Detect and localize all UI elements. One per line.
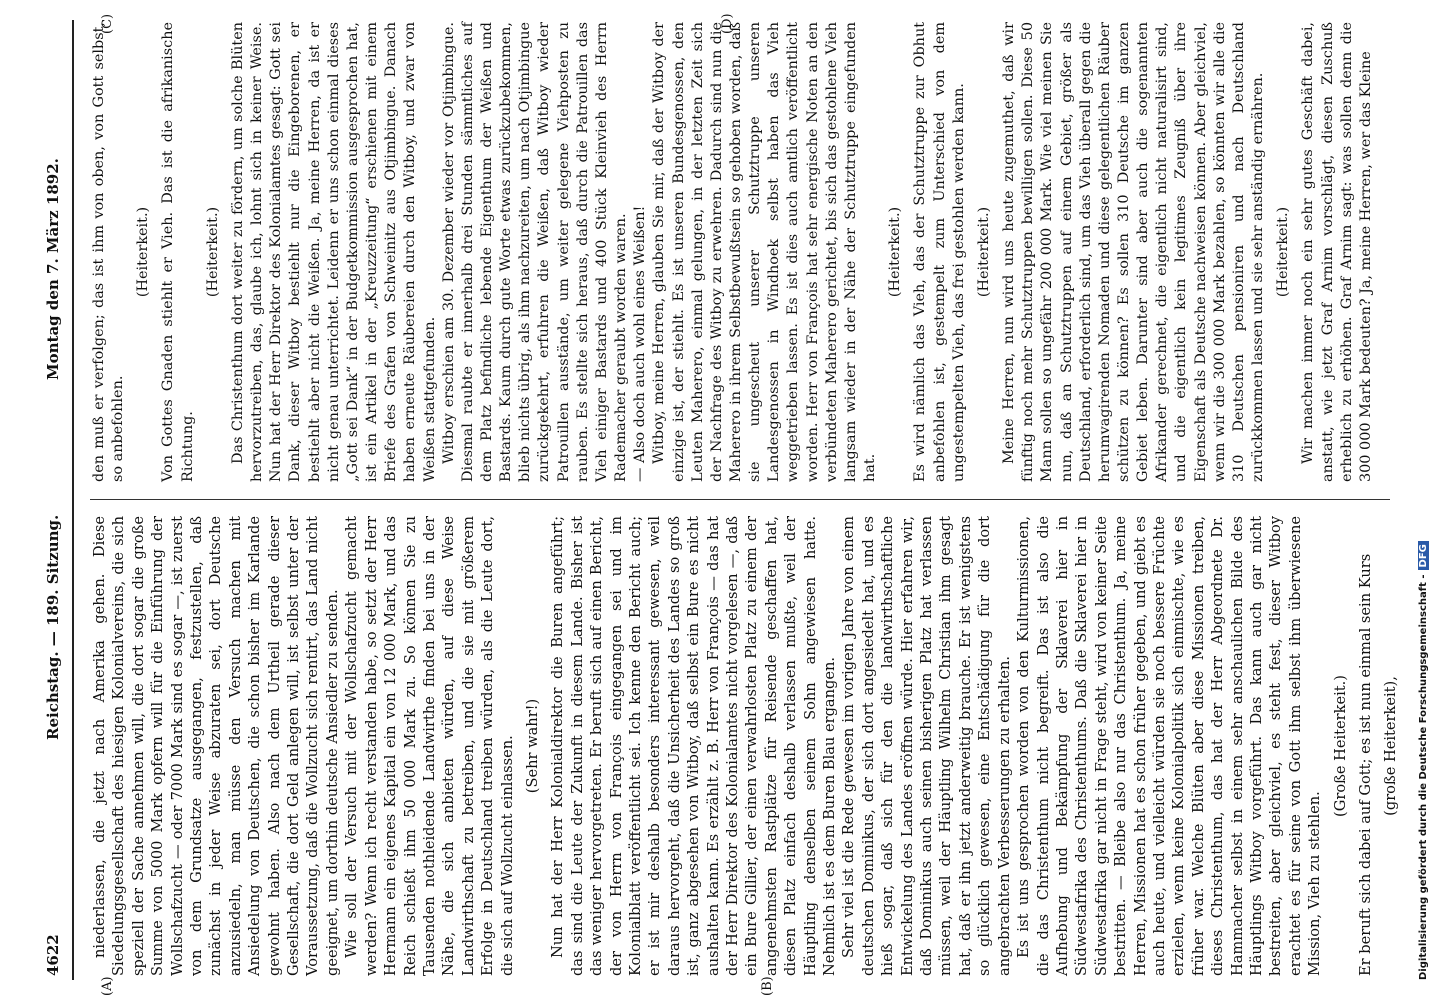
credit-text: Digitalisierung gefördert durch die Deutsche Forschungsgemeinschaft -: [1418, 574, 1429, 980]
interjection: (Heiterkeit.): [975, 206, 992, 298]
interjection: (Große Heiterkeit.): [1331, 675, 1349, 817]
paragraph: — Also doch auch wohl eines Weißen!: [632, 205, 649, 482]
interjection: (Sehr wahr!): [523, 698, 541, 794]
paragraph: Wie soll der Versuch mit der Wollschafzucht gemacht werden? Wenn ich recht verstanden habe, so setzt der Herr Hermann ein eigenes Kapital ein von 12 000 Mark, und das Reich schießt ihm 50 000 Mark zu. So können Sie zu Tausenden nothleidende Landwirthe finden bei uns in der Nähe, die sich anbieten würden, auf diese Weise Landwirthschaft zu betreiben, und die sie mit größerem Erfolge in Deutschland treiben würden, als die Leute dort, die sich auf Wollzucht einlassen.: [343, 516, 516, 976]
session-date: Montag den 7. März 1892.: [44, 158, 62, 380]
paragraph: Meine Herren, nun wird uns heute zugemuthet, daß wir fünftig noch mehr Schutztruppen bewilligen sollen. Diese 50 Mann sollen so ungefähr 200 000 Mark. Wie viel meinen Sie nun, daß an Schutztruppen auf einem Gebiet, größer als Deutschland, erforderlich sind, um das Vieh überall gegen die herumvagirenden Nomaden und diese gelegentlichen Räuber schützen zu können? Es sollen 310 Deutsche im ganzen Gebiet leben. Darunter sind aber auch die sogenannten Afrikander gerechnet, die eigentlich nicht naturalisirt sind, und die eigentlich kein legitimes Zeugniß über ihre Eigenschaft als Deutsche nachweisen können. Aber gleichviel, wenn wir die 300 000 Mark bezahlen, so könnten wir alle die 310 Deutschen pensioniren und nach Deutschland zurückkommen lassen und sie sehr anständig ernähren.: [1001, 22, 1267, 482]
session-title: Reichstag. — 189. Sitzung.: [44, 514, 62, 740]
paragraph: Nun hat der Herr Kolonialdirektor die Buren angeführt; das sind die Leute der Zukunft in diesem Lande. Bisher ist das weniger hervorgetreten. Er beruft sich auf einen Bericht, der von Herrn von François eingegangen sei und im Kolonialblatt veröffentlicht sei. Ich kenne den Bericht auch; er ist mir deshalb besonders interessant gewesen, weil daraus hervorgeht, daß die Unsicherheit des Landes so groß ist, ganz abgesehen von Witboy, daß selbst ein Bure es nicht aushalten kann. Es erzählt z. B. Herr von François — das hat der Herr Direktor des Kolonialamtes nicht vorgelesen —, daß ein Bure Gillier, der einen verwahrlosten Platz zu einem der angenehmsten Rastplätze für Reisende geschaffen hat, diesen Platz einfach deshalb verlassen mußte, weil der Häuptling denselben seinem Sohn angewiesen hatte. Nehmlich ist es dem Buren Blau ergangen.: [549, 516, 839, 976]
paragraph: Er beruft sich dabei auf Gott; es ist nun einmal sein Kurs: [1357, 553, 1374, 976]
paragraph: niederlassen, die jetzt nach Amerika gehen. Diese Siedelungsgesellschaft des hiesigen Kolonialvereins, die sich speziell der Sache annehmen will, die dort sogar die große Summe von 5000 Mark opfern will für die Einführung der Wollschafzucht — oder 7000 Mark sind es sogar —, ist zuerst von dem Grundsatze ausgegangen, festzustellen, daß zunächst in jeder Weise abzuraten sei, dort Deutsche anzusiedeln, man müsse den Versuch machen mit Ansiedelung von Deutschen, die schon bisher im Karlande gewohnt haben. Also nach dem Urtheil gerade dieser Gesellschaft, die dort Geld anlegen will, ist selbst unter der Voraussetzung, daß die Wollzucht sich rentirt, das Land nicht geeignet, um dorthin deutsche Ansiedler zu senden.: [91, 516, 341, 976]
margin-marker-d: (D): [720, 13, 735, 34]
column-divider: [90, 499, 1390, 500]
interjection: (große Heiterkeit),: [1382, 676, 1400, 816]
interjection: (Heiterkeit.): [204, 206, 221, 298]
right-column: [90, 22, 1376, 482]
interjection: (Heiterkeit.): [887, 206, 904, 298]
left-column: [90, 516, 1407, 976]
margin-marker-b: (B): [760, 976, 775, 996]
paragraph: Sehr viel ist die Rede gewesen im vorigen Jahre von einem deutschen Dominikus, der sich dort angesiedelt hat, und es hieß sogar, daß sich für den die landwirthschaftliche Entwickelung des Landes eröffnen würde. Hier erfahren wir, daß Dominikus auch seinen bisherigen Platz hat verlassen müssen, weil der Häuptling Wilhelm Christian ihm gesagt hat, daß er ihn jetzt anderweitig brauche. Er ist wenigstens so glücklich gewesen, eine Entschädigung für die dort angebrachten Verbesserungen zu erhalten.: [840, 516, 1013, 976]
paragraph: Witboy, meine Herren, glauben Sie mir, daß der Witboy der einzige ist, der stiehlt. Es ist unseren Bundesgenossen, den Leuten Maherero, einmal gelungen, in der letzten Zeit sich der Nachfrage des Witboy zu erwehren. Dadurch sind nun die Maherero in ihrem Selbstbewußtsein so gehoben worden, daß sie ungescheut unserer Schutztruppe unseren Landesgenossen in Windhoek selbst haben das Vieh weggetrieben lassen. Es ist dies auch amtlich veröffentlicht worden. Herr von François hat sehr energische Noten an den verbündeten Maherero gerichtet, bis sich das gestohlene Vieh langsam wieder in der Nähe der Schutztruppe eingefunden hat.: [651, 22, 879, 482]
paragraph: den muß er verfolgen; das ist ihm von oben, von Gott selbst, so anbefohlen.: [91, 22, 127, 482]
paragraph: Es ist uns gesprochen worden von den Kulturmissionen, die das Christenthum nicht begreift. Das ist also die Aufhebung und Bekämpfung der Sklaverei hier in Südwestafrika des Christenthums. Daß die Sklaverei hier in Südwestafrika gar nicht in Frage steht, wird von keiner Seite bestritten. — Bleibe also nur das Christenthum. Ja, meine Herren, Missionen hat es schon früher gegeben, und giebt es auch heute, und vielleicht würden sie noch bessere Früchte erzielen, wenn keine Kolonialpolitik sich einmischte, wie es früher war. Welche Blüten aber diese Missionen treiben, dieses Christenthum, das hat der Herr Abgeordnete Dr. Hammacher selbst in einem sehr anschaulichen Bilde des Häuptlings Witboy vorgeführt. Das kann auch gar nicht bestreiten, aber gleichviel, es steht fest, dieser Witboy erachtet es für seine von Gott ihm selbst ihm überwiesene Mission, Vieh zu stehlen.: [1015, 516, 1324, 976]
dfg-logo: DFG: [1418, 541, 1429, 570]
margin-marker-a: (A): [100, 976, 115, 996]
interjection: (Heiterkeit.): [1275, 206, 1292, 298]
paragraph: Das Christenthum dort weiter zu fördern, um solche Blüten hervorzutreiben, das, glaube ich, lohnt sich in keiner Weise. Nun hat der Herr Direktor des Kolonialamtes gesagt: Gott sei Dank, dieser Witboy bestiehlt nur die Eingeborenen, er bestiehlt aber nicht die Weißen. Ja, meine Herren, da ist er nicht genau unterrichtet. Leidenn er uns schon einmal dieses „Gott sei Dank“ in der Budgetkommission ausgesprochen hat, ist ein Artikel in der „Kreuzzeitung“ erschienen mit einem Briefe des Grafen von Schweinitz aus Otjimbingue. Danach haben erneute Räubereien durch den Witboy, und zwar von Weißen stattgefunden.: [229, 22, 438, 482]
paragraph: Von Gottes Gnaden stiehlt er Vieh. Das ist die afrikanische Richtung.: [160, 22, 196, 482]
header-rule: [72, 20, 74, 980]
paragraph: Es wird nämlich das Vieh, das der Schutztruppe zur Obhut anbefohlen ist, gestempelt zum Unterschied von dem ungestempelten Vieh, das frei gestohlen werden kann.: [912, 22, 967, 482]
paragraph: Witboy erschien am 30. Dezember wieder vor Otjimbingue. Diesmal raubte er innerhalb drei Stunden sämmtliches auf dem Platz befindliche lebende Eigenthum der Weißen und Bastards. Kaum durch gute Worte etwas zurückzubekommen, blieb nichts übrig, als ihm nachzureiten, um nach Otjimbingue zurückgekehrt, erfuhren die Weißen, daß Witboy wieder Patrouillen ausstände, um weiter gelegene Viehposten zu rauben. Es stellte sich heraus, daß durch die Patrouillen das Vieh einiger Bastards und 400 Stück Kleinvieh des Herrn Rademacher geraubt worden waren.: [440, 22, 630, 482]
digitization-credit: [1418, 541, 1429, 980]
paragraph: Wir machen immer noch ein sehr gutes Geschäft dabei, anstatt, wie jetzt Graf Arnim vorschlägt, diesen Zuschuß erheblich zu erhöhen. Graf Arnim sagt: was sollen denn die 300 000 Mark bedeuten? Ja, meine Herren, wer das Kleine: [1300, 22, 1374, 482]
interjection: (Heiterkeit.): [135, 206, 152, 298]
margin-marker-c: (C): [100, 13, 115, 34]
page-number: 4622: [44, 934, 62, 976]
